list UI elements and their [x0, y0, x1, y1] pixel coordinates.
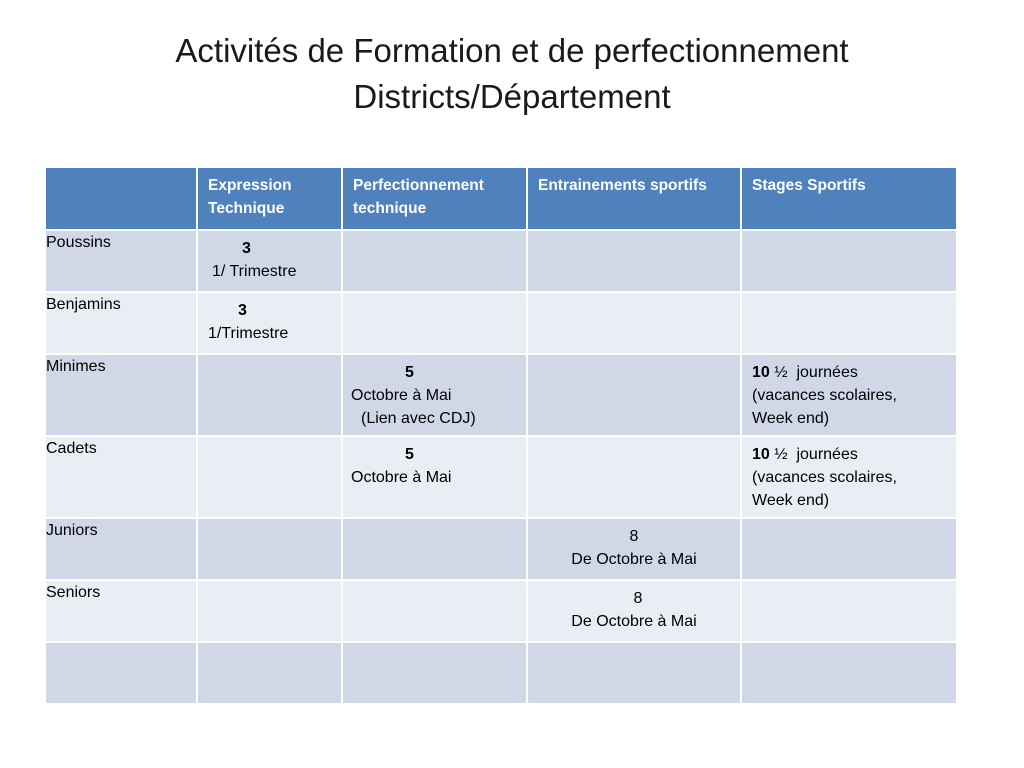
poussins-expression-detail: 1/ Trimestre: [212, 263, 297, 280]
cadets-stages-rest: ½ journées: [769, 446, 858, 463]
header-expression-line-2: Technique: [208, 200, 285, 217]
cell-cadets-stages: [741, 436, 957, 518]
minimes-stages-rest: ½ journées: [769, 364, 858, 381]
seniors-entrainements-count: 8: [633, 590, 643, 607]
header-entrainements-sportifs: [527, 167, 741, 230]
table-row: [45, 230, 957, 292]
cell-benjamins-stages: [741, 292, 957, 354]
cell-juniors-expression: [197, 518, 342, 580]
cell-cadets-entrainements: [527, 436, 741, 518]
cadets-stages-count: 10: [752, 446, 770, 463]
row-label-poussins: Poussins: [45, 230, 197, 292]
cell-minimes-entrainements: [527, 354, 741, 436]
header-row: [45, 167, 957, 230]
benjamins-expression-detail: 1/Trimestre: [208, 325, 289, 342]
cell-poussins-perfectionnement: [342, 230, 527, 292]
minimes-stages-count: 10: [752, 364, 770, 381]
cell-benjamins-entrainements: [527, 292, 741, 354]
cell-juniors-entrainements: [527, 518, 741, 580]
header-expression-technique: [197, 167, 342, 230]
table-row: [45, 354, 957, 436]
cell-minimes-stages: [741, 354, 957, 436]
slide-title: [0, 28, 1024, 120]
cadets-stages-line-3: Week end): [752, 492, 830, 509]
cell-empty-expression: [197, 642, 342, 704]
header-stages-label: Stages Sportifs: [752, 177, 866, 194]
juniors-entrainements-count: 8: [629, 528, 639, 545]
cell-benjamins-expression: [197, 292, 342, 354]
header-expression-line-1: Expression: [208, 177, 292, 194]
cell-seniors-expression: [197, 580, 342, 642]
table-row: [45, 642, 957, 704]
minimes-perfectionnement-count: 5: [405, 364, 414, 381]
table-row: [45, 580, 957, 642]
row-label-benjamins: Benjamins: [45, 292, 197, 354]
header-perfectionnement-technique: [342, 167, 527, 230]
header-entrainements-label: Entrainements sportifs: [538, 177, 707, 194]
cell-cadets-expression: [197, 436, 342, 518]
cell-cadets-perfectionnement: [342, 436, 527, 518]
row-label-juniors: Juniors: [45, 518, 197, 580]
table-row: [45, 518, 957, 580]
cell-seniors-perfectionnement: [342, 580, 527, 642]
row-label-cadets: Cadets: [45, 436, 197, 518]
header-perfectionnement-line-2: technique: [353, 200, 427, 217]
minimes-stages-line-2: (vacances scolaires,: [752, 387, 897, 404]
minimes-perfectionnement-detail: Octobre à Mai: [351, 387, 452, 404]
cell-poussins-expression: [197, 230, 342, 292]
header-empty: [45, 167, 197, 230]
table-row: [45, 436, 957, 518]
cell-empty-perfectionnement: [342, 642, 527, 704]
cell-juniors-perfectionnement: [342, 518, 527, 580]
cell-juniors-stages: [741, 518, 957, 580]
cell-poussins-stages: [741, 230, 957, 292]
poussins-expression-count: 3: [242, 240, 251, 257]
header-perfectionnement-line-1: Perfectionnement: [353, 177, 484, 194]
cadets-stages-line-2: (vacances scolaires,: [752, 469, 897, 486]
cell-empty-stages: [741, 642, 957, 704]
cell-minimes-expression: [197, 354, 342, 436]
benjamins-expression-count: 3: [238, 302, 247, 319]
title-line-2: Districts/Département: [353, 78, 671, 115]
title-line-1: Activités de Formation et de perfectionnement: [175, 32, 849, 69]
minimes-stages-line-3: Week end): [752, 410, 830, 427]
juniors-entrainements-detail: De Octobre à Mai: [571, 551, 697, 568]
cadets-perfectionnement-detail: Octobre à Mai: [351, 469, 452, 486]
activities-table: [44, 166, 958, 705]
row-label-empty: [45, 642, 197, 704]
table-row: [45, 292, 957, 354]
cell-seniors-stages: [741, 580, 957, 642]
seniors-entrainements-detail: De Octobre à Mai: [571, 613, 697, 630]
cell-seniors-entrainements: [527, 580, 741, 642]
minimes-perfectionnement-note: (Lien avec CDJ): [361, 410, 476, 427]
header-stages-sportifs: [741, 167, 957, 230]
row-label-seniors: Seniors: [45, 580, 197, 642]
cell-poussins-entrainements: [527, 230, 741, 292]
cell-empty-entrainements: [527, 642, 741, 704]
row-label-minimes: Minimes: [45, 354, 197, 436]
cell-benjamins-perfectionnement: [342, 292, 527, 354]
cell-minimes-perfectionnement: [342, 354, 527, 436]
cadets-perfectionnement-count: 5: [405, 446, 414, 463]
